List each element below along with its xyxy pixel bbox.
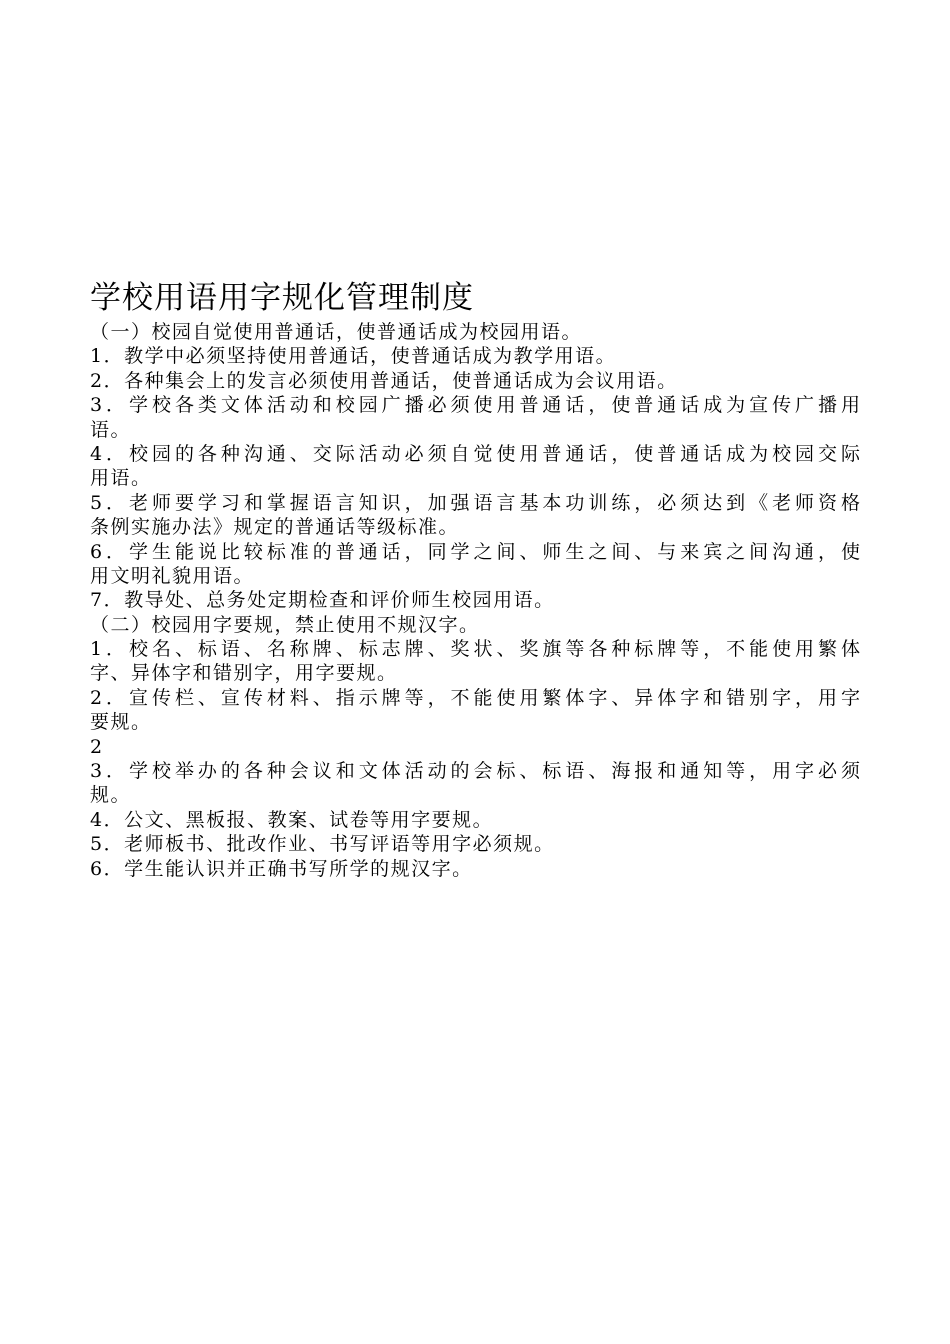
text-line: 2．宣传栏、宣传材料、指示牌等，不能使用繁体字、异体字和错别字，用字 [90,686,860,709]
text-line: 7．教导处、总务处定期检查和评价师生校园用语。 [90,589,555,612]
text-line: 用语。 [90,467,152,490]
text-line: 1．教学中必须坚持使用普通话，使普通话成为教学用语。 [90,345,617,368]
text-line: 4．公文、黑板报、教案、试卷等用字要规。 [90,808,494,831]
text-line: 要规。 [90,711,152,734]
text-line: 5．老师要学习和掌握语言知识，加强语言基本功训练，必须达到《老师资格 [90,491,860,514]
text-line: （二）校园用字要规，禁止使用不规汉字。 [90,613,480,636]
text-line: 6．学生能认识并正确书写所学的规汉字。 [90,857,473,880]
document-text [90,320,860,881]
text-line: 2．各种集会上的发言必须使用普通话，使普通话成为会议用语。 [90,369,678,392]
text-line: 5．老师板书、批改作业、书写评语等用字必须规。 [90,833,555,856]
text-line: 规。 [90,784,132,807]
text-line: 1．校名、标语、名称牌、标志牌、奖状、奖旗等各种标牌等，不能使用繁体 [90,638,860,661]
text-line: 用文明礼貌用语。 [90,564,255,587]
text-line: 2 [90,735,104,758]
text-line: 语。 [90,418,132,441]
document-title: 学校用语用字规化管理制度 [90,280,474,316]
text-line: 字、异体字和错别字，用字要规。 [90,662,398,685]
text-line: 3．学校各类文体活动和校园广播必须使用普通话，使普通话成为宣传广播用 [90,394,860,417]
text-line: （一）校园自觉使用普通话，使普通话成为校园用语。 [90,321,583,343]
text-line: 4．校园的各种沟通、交际活动必须自觉使用普通话，使普通话成为校园交际 [90,442,860,465]
document-body [90,276,860,881]
text-line: 条例实施办法》规定的普通话等级标准。 [90,516,460,539]
text-line: 6．学生能说比较标准的普通话，同学之间、师生之间、与来宾之间沟通，使 [90,540,860,563]
text-line: 3．学校举办的各种会议和文体活动的会标、标语、海报和通知等，用字必须 [90,760,860,783]
